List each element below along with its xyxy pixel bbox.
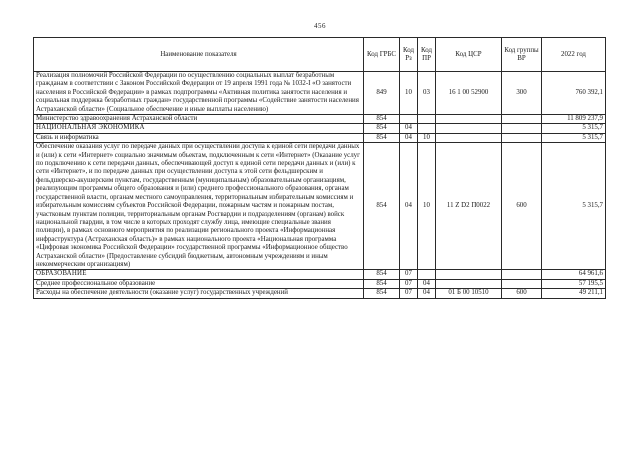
row-pr [418, 115, 436, 124]
row-pr [418, 124, 436, 133]
row-grbs: 849 [364, 72, 400, 115]
row-vr [502, 270, 542, 279]
row-csr [436, 133, 502, 142]
row-rz: 04 [400, 133, 418, 142]
row-grbs: 854 [364, 115, 400, 124]
row-amount: 57 195,5 [542, 279, 606, 288]
row-csr: 01 Б 00 10510 [436, 289, 502, 298]
row-amount: 49 211,1 [542, 289, 606, 298]
row-grbs: 854 [364, 143, 400, 270]
row-vr: 600 [502, 289, 542, 298]
row-pr: 10 [418, 143, 436, 270]
table-row [34, 133, 606, 142]
row-rz: 04 [400, 124, 418, 133]
header-name: Наименование показателя [34, 38, 364, 72]
row-vr: 300 [502, 72, 542, 115]
table-row [34, 72, 606, 115]
row-pr: 03 [418, 72, 436, 115]
table-row [34, 279, 606, 288]
row-vr [502, 115, 542, 124]
table-row [34, 124, 606, 133]
row-csr [436, 115, 502, 124]
row-amount: 760 392,1 [542, 72, 606, 115]
row-name: Расходы на обеспечение деятельности (оказание услуг) государственных учреждений [34, 289, 364, 298]
table-header-row [34, 38, 606, 72]
row-grbs: 854 [364, 133, 400, 142]
row-pr [418, 270, 436, 279]
row-rz: 07 [400, 270, 418, 279]
row-vr [502, 279, 542, 288]
row-csr [436, 279, 502, 288]
row-name: НАЦИОНАЛЬНАЯ ЭКОНОМИКА [34, 124, 364, 133]
row-amount: 5 315,7 [542, 124, 606, 133]
table-row [34, 115, 606, 124]
row-csr: 16 1 00 52900 [436, 72, 502, 115]
row-name: Связь и информатика [34, 133, 364, 142]
row-csr [436, 270, 502, 279]
header-year: 2022 год [542, 38, 606, 72]
row-vr [502, 133, 542, 142]
row-csr: 11 Z D2 П0022 [436, 143, 502, 270]
row-rz: 07 [400, 289, 418, 298]
row-grbs: 854 [364, 279, 400, 288]
row-rz [400, 115, 418, 124]
row-grbs: 854 [364, 270, 400, 279]
header-pr: Код ПР [418, 38, 436, 72]
row-name: ОБРАЗОВАНИЕ [34, 270, 364, 279]
header-vr: Код группы ВР [502, 38, 542, 72]
row-grbs: 854 [364, 124, 400, 133]
table-row [34, 289, 606, 298]
row-name: Обеспечение оказания услуг по передаче данных при осуществлении доступа к единой сети передачи данных и (или) к сети «Интернет» социально значимым объектам, подключенным к сети «Интернет» (Оказание услуг по подключению к сети передачи данных, обеспечивающей доступ к единой сети передачи данных и (или) к сети «Интернет», и по передаче данных при осуществлении доступа к этой сети фельдшерским и фельдшерско-акушерским пунктам, государственным (муниципальным) образовательным организациям, реализующим программы общего образования и (или) среднего профессионального образования, органам государственной власти, органам местного самоуправления, территориальным избирательным комиссиям и избирательным комиссиям субъектов Российской Федерации, пожарным частям и пожарным постам, участковым пунктам полиции, территориальным органам Росгвардии и подразделениям (органам) войск национальной гвардии, в том числе в которых проходят службу лица, имеющие специальные звания полиции), в рамках основного мероприятия по реализации регионального проекта «Информационная инфраструктура (Астраханская область)» в рамках национального проекта «Национальная программа «Цифровая экономика Российской Федерации» государственной программы «Информационное общество Астраханской области» (Предоставление субсидий бюджетным, автономным учреждениям и иным некоммерческим организациям) [34, 143, 364, 270]
row-amount: 64 961,6 [542, 270, 606, 279]
budget-table [33, 37, 606, 299]
row-grbs: 854 [364, 289, 400, 298]
row-pr: 04 [418, 289, 436, 298]
header-csr: Код ЦСР [436, 38, 502, 72]
row-pr: 04 [418, 279, 436, 288]
row-rz: 07 [400, 279, 418, 288]
table-row [34, 270, 606, 279]
row-rz: 10 [400, 72, 418, 115]
row-amount: 11 809 237,9 [542, 115, 606, 124]
row-amount: 5 315,7 [542, 143, 606, 270]
row-vr [502, 124, 542, 133]
header-grbs: Код ГРБС [364, 38, 400, 72]
row-amount: 5 315,7 [542, 133, 606, 142]
page-number: 456 [314, 22, 326, 30]
row-name: Министерство здравоохранения Астраханской области [34, 115, 364, 124]
row-rz: 04 [400, 143, 418, 270]
table-row [34, 143, 606, 270]
header-rz: Код Рз [400, 38, 418, 72]
row-vr: 600 [502, 143, 542, 270]
row-csr [436, 124, 502, 133]
row-pr: 10 [418, 133, 436, 142]
row-name: Реализация полномочий Российской Федерации по осуществлению социальных выплат безработным гражданам в соответствии с Законом Российской Федерации от 19 апреля 1991 года № 1032-I «О занятости населения в Российской Федерации» в рамках подпрограммы «Активная политика занятости населения и социальная поддержка безработных граждан» государственной программы «Содействие занятости населения Астраханской области» (Социальное обеспечение и иные выплаты населению) [34, 72, 364, 115]
row-name: Среднее профессиональное образование [34, 279, 364, 288]
